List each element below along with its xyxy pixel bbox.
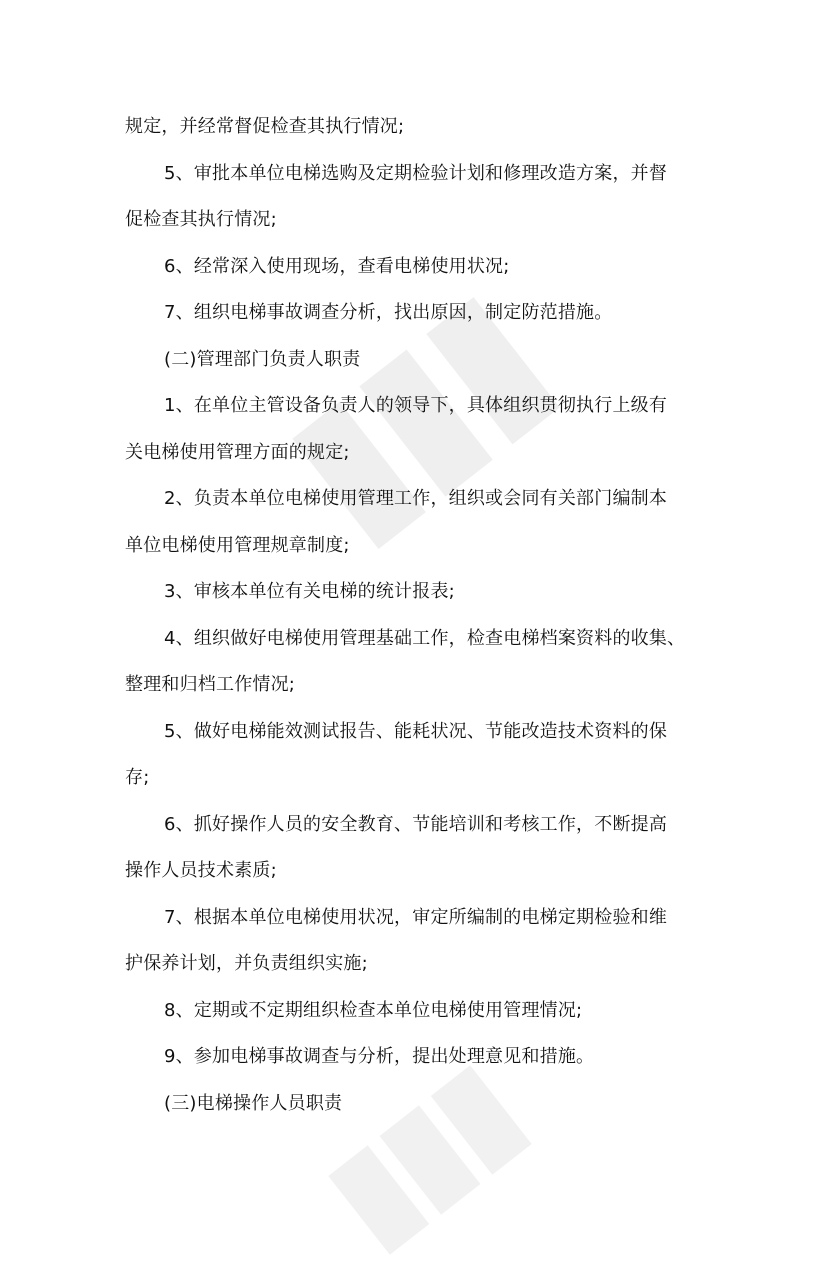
paragraph-line-21: 9、参加电梯事故调查与分析，提出处理意见和措施。 bbox=[164, 1046, 595, 1067]
paragraph-line-2: 5、审批本单位电梯选购及定期检验计划和修理改造方案，并督 bbox=[164, 162, 668, 184]
paragraph-line-14: 5、做好电梯能效测试报告、能耗状况、节能改造技术资料的保 bbox=[164, 720, 668, 742]
paragraph-line-9: 2、负责本单位电梯使用管理工作，组织或会同有关部门编制本 bbox=[164, 488, 668, 509]
paragraph-line-8: 关电梯使用管理方面的规定; bbox=[125, 441, 350, 463]
paragraph-line-11: 3、审核本单位有关电梯的统计报表; bbox=[164, 581, 455, 602]
paragraph-line-10: 单位电梯使用管理规章制度; bbox=[125, 534, 350, 556]
paragraph-line-7: 1、在单位主管设备负责人的领导下，具体组织贯彻执行上级有 bbox=[164, 395, 668, 416]
paragraph-line-18: 7、根据本单位电梯使用状况，审定所编制的电梯定期检验和维 bbox=[164, 906, 668, 928]
paragraph-line-1: 规定，并经常督促检查其执行情况; bbox=[125, 116, 405, 137]
paragraph-line-4: 6、经常深入使用现场，查看电梯使用状况; bbox=[164, 255, 510, 277]
section-heading-2: (二)管理部门负责人职责 bbox=[164, 348, 361, 370]
paragraph-line-13: 整理和归档工作情况; bbox=[125, 674, 296, 695]
paragraph-line-3: 促检查其执行情况; bbox=[125, 209, 277, 230]
document-body bbox=[125, 104, 710, 1127]
paragraph-line-12: 4、组织做好电梯使用管理基础工作，检查电梯档案资料的收集、 bbox=[164, 627, 686, 649]
section-heading-3: (三)电梯操作人员职责 bbox=[164, 1092, 343, 1114]
paragraph-line-16: 6、抓好操作人员的安全教育、节能培训和考核工作，不断提高 bbox=[164, 813, 668, 835]
paragraph-line-17: 操作人员技术素质; bbox=[125, 860, 277, 881]
paragraph-line-15: 存; bbox=[125, 767, 150, 788]
paragraph-line-19: 护保养计划，并负责组织实施; bbox=[125, 953, 368, 974]
paragraph-line-5: 7、组织电梯事故调查分析，找出原因，制定防范措施。 bbox=[164, 302, 613, 323]
paragraph-line-20: 8、定期或不定期组织检查本单位电梯使用管理情况; bbox=[164, 999, 583, 1021]
